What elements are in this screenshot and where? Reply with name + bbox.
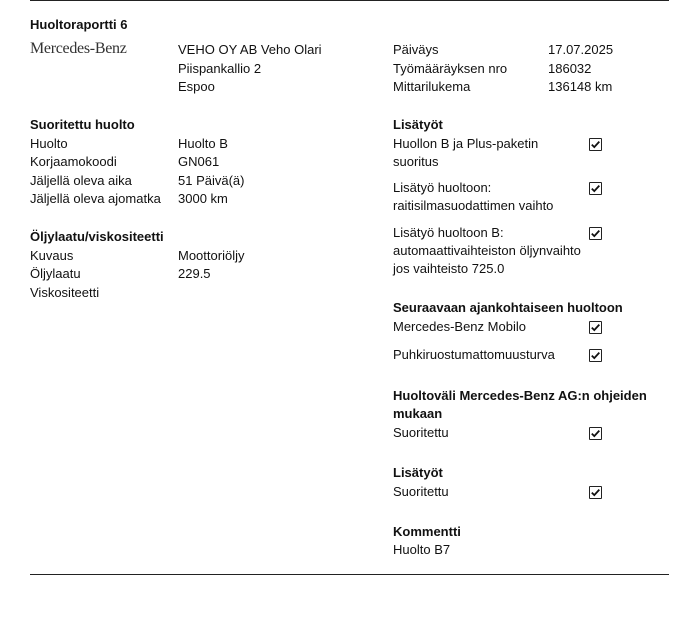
service-row-label: Jäljellä oleva ajomatka (30, 191, 161, 206)
brand-logo: Mercedes-Benz (30, 40, 127, 57)
checkmark-icon (590, 350, 601, 361)
extra-work-2-item-label: Suoritettu (393, 484, 449, 499)
service-row-value: 3000 km (178, 191, 228, 206)
next-service-heading: Seuraavaan ajankohtaiseen huoltoon (393, 300, 623, 315)
checkmark-icon (590, 487, 601, 498)
checkmark-icon (590, 183, 601, 194)
service-heading: Suoritettu huolto (30, 117, 135, 132)
next-service-item-checkbox[interactable] (589, 349, 602, 362)
extra-work-heading: Lisätyöt (393, 117, 443, 132)
service-row-label: Huolto (30, 136, 68, 151)
oil-row-label: Kuvaus (30, 248, 74, 263)
oil-row-label: Viskositeetti (30, 285, 100, 300)
extra-work-item-label: Lisätyö huoltoon: raitisilmasuodattimen vaihto (393, 180, 554, 213)
top-divider (30, 0, 669, 1)
report-title: Huoltoraportti 6 (30, 17, 128, 32)
next-service-item-label: Mercedes-Benz Mobilo (393, 319, 526, 334)
mileage-label: Mittarilukema (393, 79, 471, 94)
comment-text: Huolto B7 (393, 542, 451, 557)
extra-work-2-heading: Lisätyöt (393, 465, 443, 480)
date-value: 17.07.2025 (548, 42, 614, 57)
next-service-item-label: Puhkiruostumattomuusturva (393, 347, 555, 362)
dealer-street: Piispankallio 2 (178, 61, 262, 76)
checkmark-icon (590, 228, 601, 239)
oil-row-value: Moottoriöljy (178, 248, 245, 263)
dealer-name: VEHO OY AB Veho Olari (178, 42, 322, 57)
service-row-label: Jäljellä oleva aika (30, 173, 132, 188)
dealer-city: Espoo (178, 79, 215, 94)
extra-work-2-item-checkbox[interactable] (589, 486, 602, 499)
next-service-item-checkbox[interactable] (589, 321, 602, 334)
oil-heading: Öljylaatu/viskositeetti (30, 229, 164, 244)
oil-row-value: 229.5 (178, 266, 211, 281)
service-row-value: Huolto B (178, 136, 228, 151)
order-number-label: Työmääräyksen nro (393, 61, 508, 76)
extra-work-item-checkbox[interactable] (589, 182, 602, 195)
interval-item-checkbox[interactable] (589, 427, 602, 440)
extra-work-item-label: Huollon B ja Plus-paketin suoritus (393, 136, 539, 169)
checkmark-icon (590, 139, 601, 150)
checkmark-icon (590, 428, 601, 439)
comment-heading: Kommentti (393, 524, 461, 539)
mileage-value: 136148 km (548, 79, 613, 94)
extra-work-item-checkbox[interactable] (589, 227, 602, 240)
bottom-divider (30, 574, 669, 575)
service-row-label: Korjaamokoodi (30, 154, 117, 169)
order-number-value: 186032 (548, 61, 592, 76)
checkmark-icon (590, 322, 601, 333)
interval-heading: Huoltoväli Mercedes-Benz AG:n ohjeiden mukaan (393, 388, 647, 421)
date-label: Päiväys (393, 42, 439, 57)
extra-work-item-checkbox[interactable] (589, 138, 602, 151)
service-row-value: GN061 (178, 154, 220, 169)
oil-row-label: Öljylaatu (30, 266, 81, 281)
service-row-value: 51 Päivä(ä) (178, 173, 245, 188)
interval-item-label: Suoritettu (393, 425, 449, 440)
extra-work-item-label: Lisätyö huoltoon B: automaattivaihteiston öljynvaihto jos vaihteisto 725.0 (393, 225, 581, 276)
